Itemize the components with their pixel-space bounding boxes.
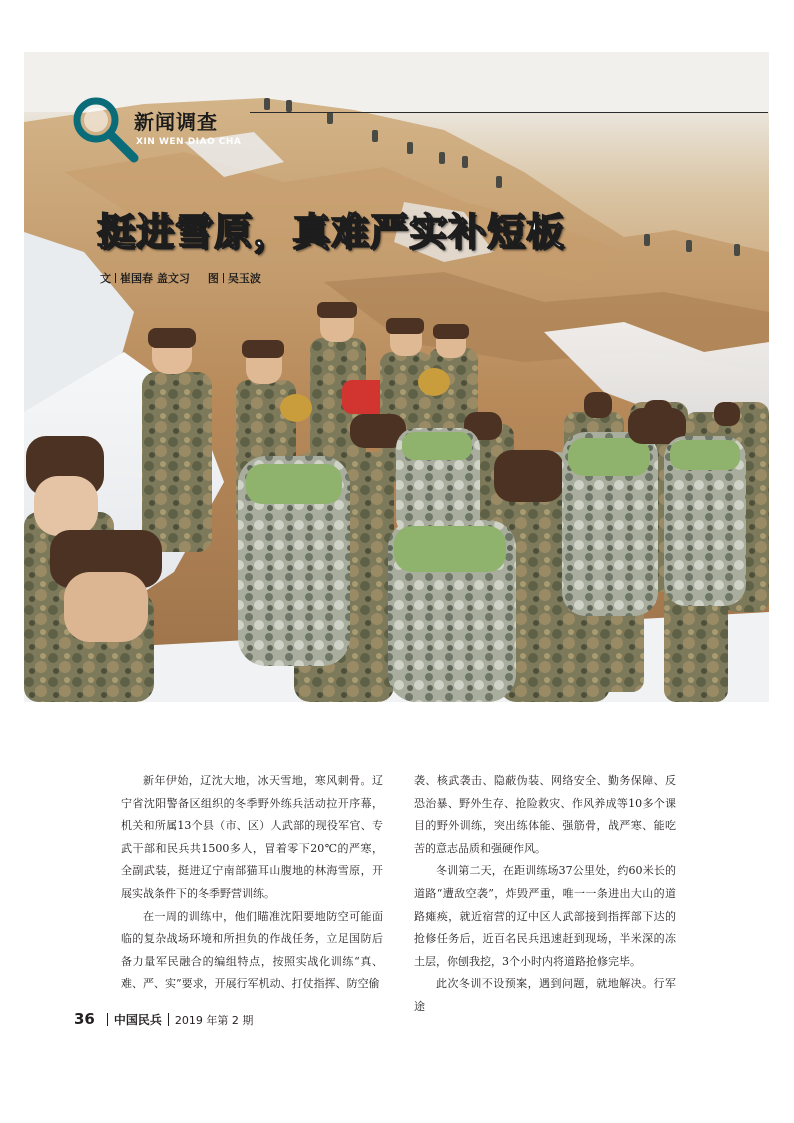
column-title: 新闻调查 bbox=[134, 110, 218, 134]
byline-authors: 崔国春 盖文习 bbox=[120, 272, 190, 285]
page-number: 36 bbox=[74, 1010, 95, 1028]
page-folio bbox=[74, 1010, 253, 1028]
folio-divider bbox=[107, 1013, 108, 1026]
byline-divider bbox=[223, 273, 224, 283]
magazine-name: 中国民兵 bbox=[113, 1013, 162, 1027]
paragraph: 此次冬训不设预案，遇到问题，就地解决。行军途 bbox=[414, 977, 676, 1013]
article-headline: 挺进雪原，真难严实补短板 bbox=[97, 210, 566, 254]
paragraph: 在一周的训练中，他们瞄准沈阳要地防空可能面临的复杂战场环境和所担负的作战任务，立足国防后备力量军民融合的编组特点，按照实战化训练“真、难、严、实”要求，开展行军机动、打仗指挥、防空偷 bbox=[121, 909, 383, 991]
paragraph: 新年伊始，辽沈大地，冰天雪地，寒风刺骨。辽宁省沈阳警备区组织的冬季野外练兵活动拉开序幕，机关和所属13个县（市、区）人武部的现役军官、专武干部和民兵共1500多人，冒着零下20℃的严寒，全副武装，挺进辽宁南部猫耳山腹地的林海雪原，开展实战条件下的冬季野营训练。 bbox=[121, 774, 383, 900]
body-column-left bbox=[121, 770, 383, 996]
header-rule bbox=[250, 112, 768, 113]
body-column-right bbox=[414, 770, 676, 1019]
paragraph: 冬训第二天，在距训练场37公里处，约60米长的道路“遭敌空袭”，炸毁严重，唯一一条进出大山的道路瘫痪，就近宿营的辽中区人武部接到指挥部下达的抢修任务后，近百名民兵迅速赶到现场，半米深的冻土层，你刨我挖，3个小时内将道路抢修完毕。 bbox=[414, 864, 676, 968]
byline-divider bbox=[115, 273, 116, 283]
paragraph: 袭、核武袭击、隐蔽伪装、网络安全、勤务保障、反恐治暴、野外生存、抢险救灾、作风养成等10多个课目的野外训练，突出练体能、强筋骨，战严寒、能吃苦的意志品质和强硬作风。 bbox=[414, 774, 676, 855]
byline-photo-label: 图 bbox=[207, 272, 219, 285]
column-subtitle: XIN WEN DIAO CHA bbox=[136, 137, 242, 147]
byline-photographer: 吴玉波 bbox=[227, 272, 261, 285]
byline-text-label: 文 bbox=[100, 272, 111, 285]
byline bbox=[100, 270, 261, 286]
folio-divider bbox=[168, 1013, 169, 1026]
magnifier-icon bbox=[70, 96, 142, 166]
issue-label: 2019 年第 2 期 bbox=[174, 1014, 254, 1027]
